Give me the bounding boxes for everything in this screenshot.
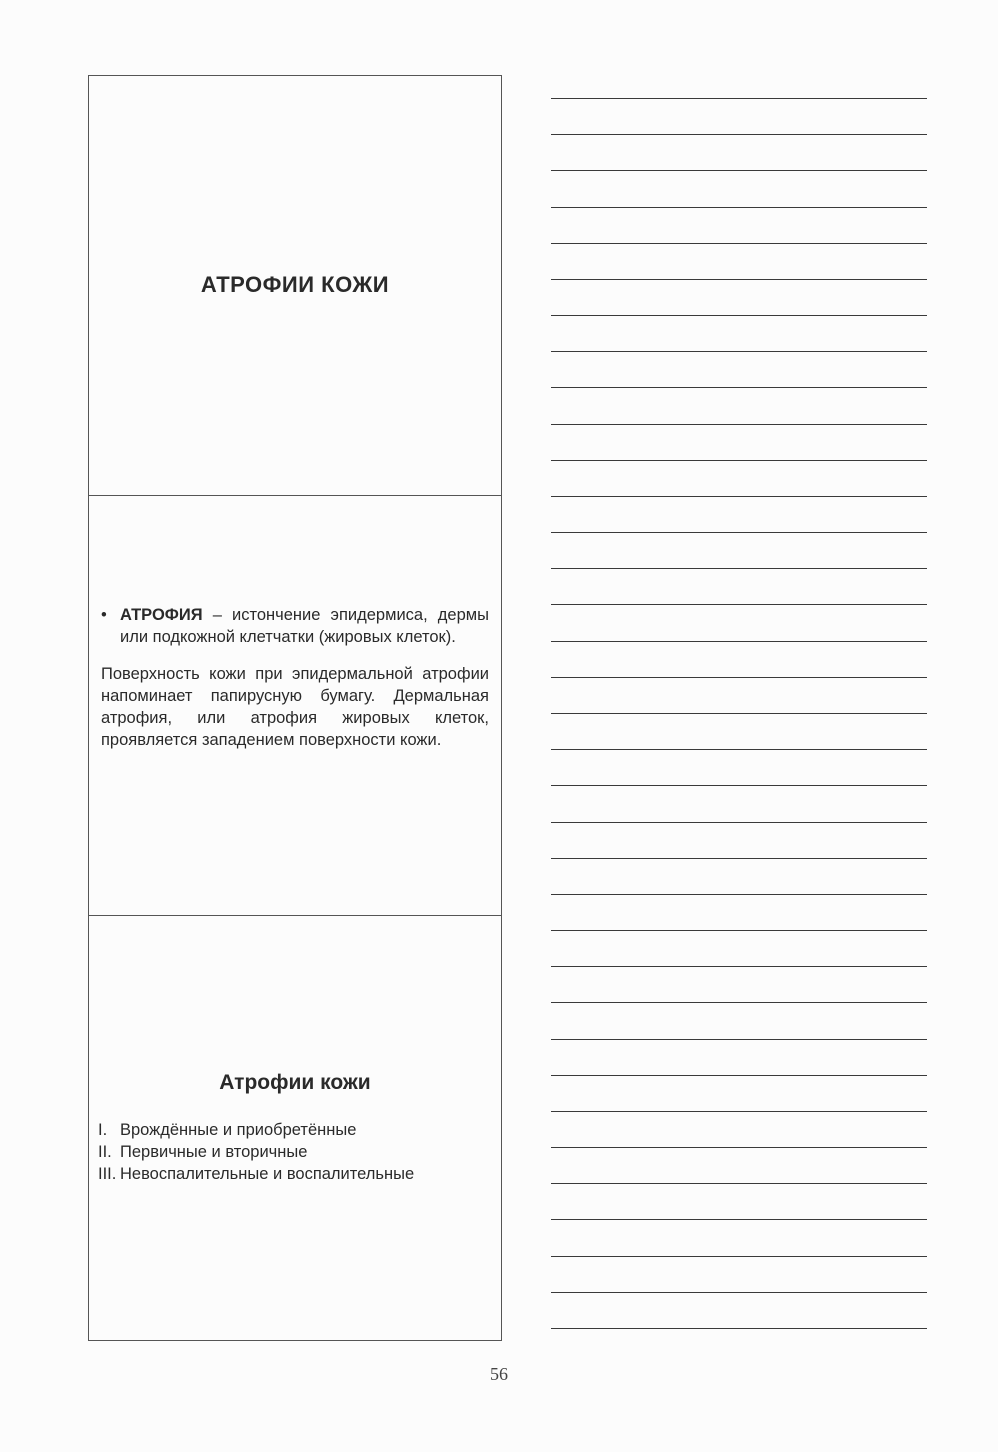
note-line bbox=[551, 822, 927, 823]
note-line bbox=[551, 1039, 927, 1040]
note-line bbox=[551, 496, 927, 497]
note-line bbox=[551, 1147, 927, 1148]
note-line bbox=[551, 1256, 927, 1257]
list-item bbox=[98, 1119, 493, 1141]
note-line bbox=[551, 207, 927, 208]
definition-term: АТРОФИЯ bbox=[120, 606, 203, 624]
note-line bbox=[551, 1111, 927, 1112]
note-line bbox=[551, 858, 927, 859]
list-item-number: II. bbox=[98, 1143, 112, 1161]
definition-text: – истончение эпидермиса, дермы или подкожной клетчатки (жировых клеток). bbox=[120, 606, 489, 646]
note-line bbox=[551, 387, 927, 388]
note-line bbox=[551, 532, 927, 533]
note-line bbox=[551, 749, 927, 750]
note-line bbox=[551, 785, 927, 786]
slides-column bbox=[88, 75, 502, 1341]
description-paragraph: Поверхность кожи при эпидермальной атрофии напоминает папирусную бумагу. Дермальная атрофия, или атрофия жировых клеток, проявляется западением поверхности кожи. bbox=[101, 665, 489, 749]
list-item-number: III. bbox=[98, 1165, 117, 1183]
note-line bbox=[551, 424, 927, 425]
classification-list bbox=[98, 1119, 493, 1185]
page-number: 56 bbox=[490, 1364, 508, 1384]
note-line bbox=[551, 568, 927, 569]
note-line bbox=[551, 894, 927, 895]
note-line bbox=[551, 1219, 927, 1220]
note-line bbox=[551, 170, 927, 171]
note-line bbox=[551, 1183, 927, 1184]
note-line bbox=[551, 641, 927, 642]
definition-content bbox=[101, 604, 489, 751]
note-line bbox=[551, 1292, 927, 1293]
classification-heading: Атрофии кожи bbox=[219, 1071, 371, 1094]
list-item-text: Врождённые и приобретённые bbox=[120, 1121, 357, 1139]
note-line bbox=[551, 1075, 927, 1076]
note-line bbox=[551, 98, 927, 99]
slide-title bbox=[89, 76, 501, 496]
notes-lines bbox=[551, 98, 927, 1332]
note-line bbox=[551, 279, 927, 280]
note-line bbox=[551, 677, 927, 678]
note-line bbox=[551, 966, 927, 967]
note-line bbox=[551, 1328, 927, 1329]
list-item-text: Невоспалительные и воспалительные bbox=[120, 1165, 415, 1183]
list-item-text: Первичные и вторичные bbox=[120, 1143, 308, 1161]
note-line bbox=[551, 930, 927, 931]
note-line bbox=[551, 315, 927, 316]
list-item bbox=[98, 1141, 493, 1163]
list-item bbox=[98, 1163, 493, 1185]
note-line bbox=[551, 243, 927, 244]
bullet-icon: • bbox=[101, 606, 107, 624]
slide-definition bbox=[89, 496, 501, 916]
note-line bbox=[551, 351, 927, 352]
note-line bbox=[551, 134, 927, 135]
list-item-number: I. bbox=[98, 1121, 108, 1139]
slide-title-heading: АТРОФИИ КОЖИ bbox=[200, 272, 390, 297]
note-line bbox=[551, 713, 927, 714]
definition-bullet bbox=[101, 604, 489, 648]
note-line bbox=[551, 460, 927, 461]
note-line bbox=[551, 1002, 927, 1003]
slide-classification bbox=[89, 916, 501, 1340]
note-line bbox=[551, 604, 927, 605]
